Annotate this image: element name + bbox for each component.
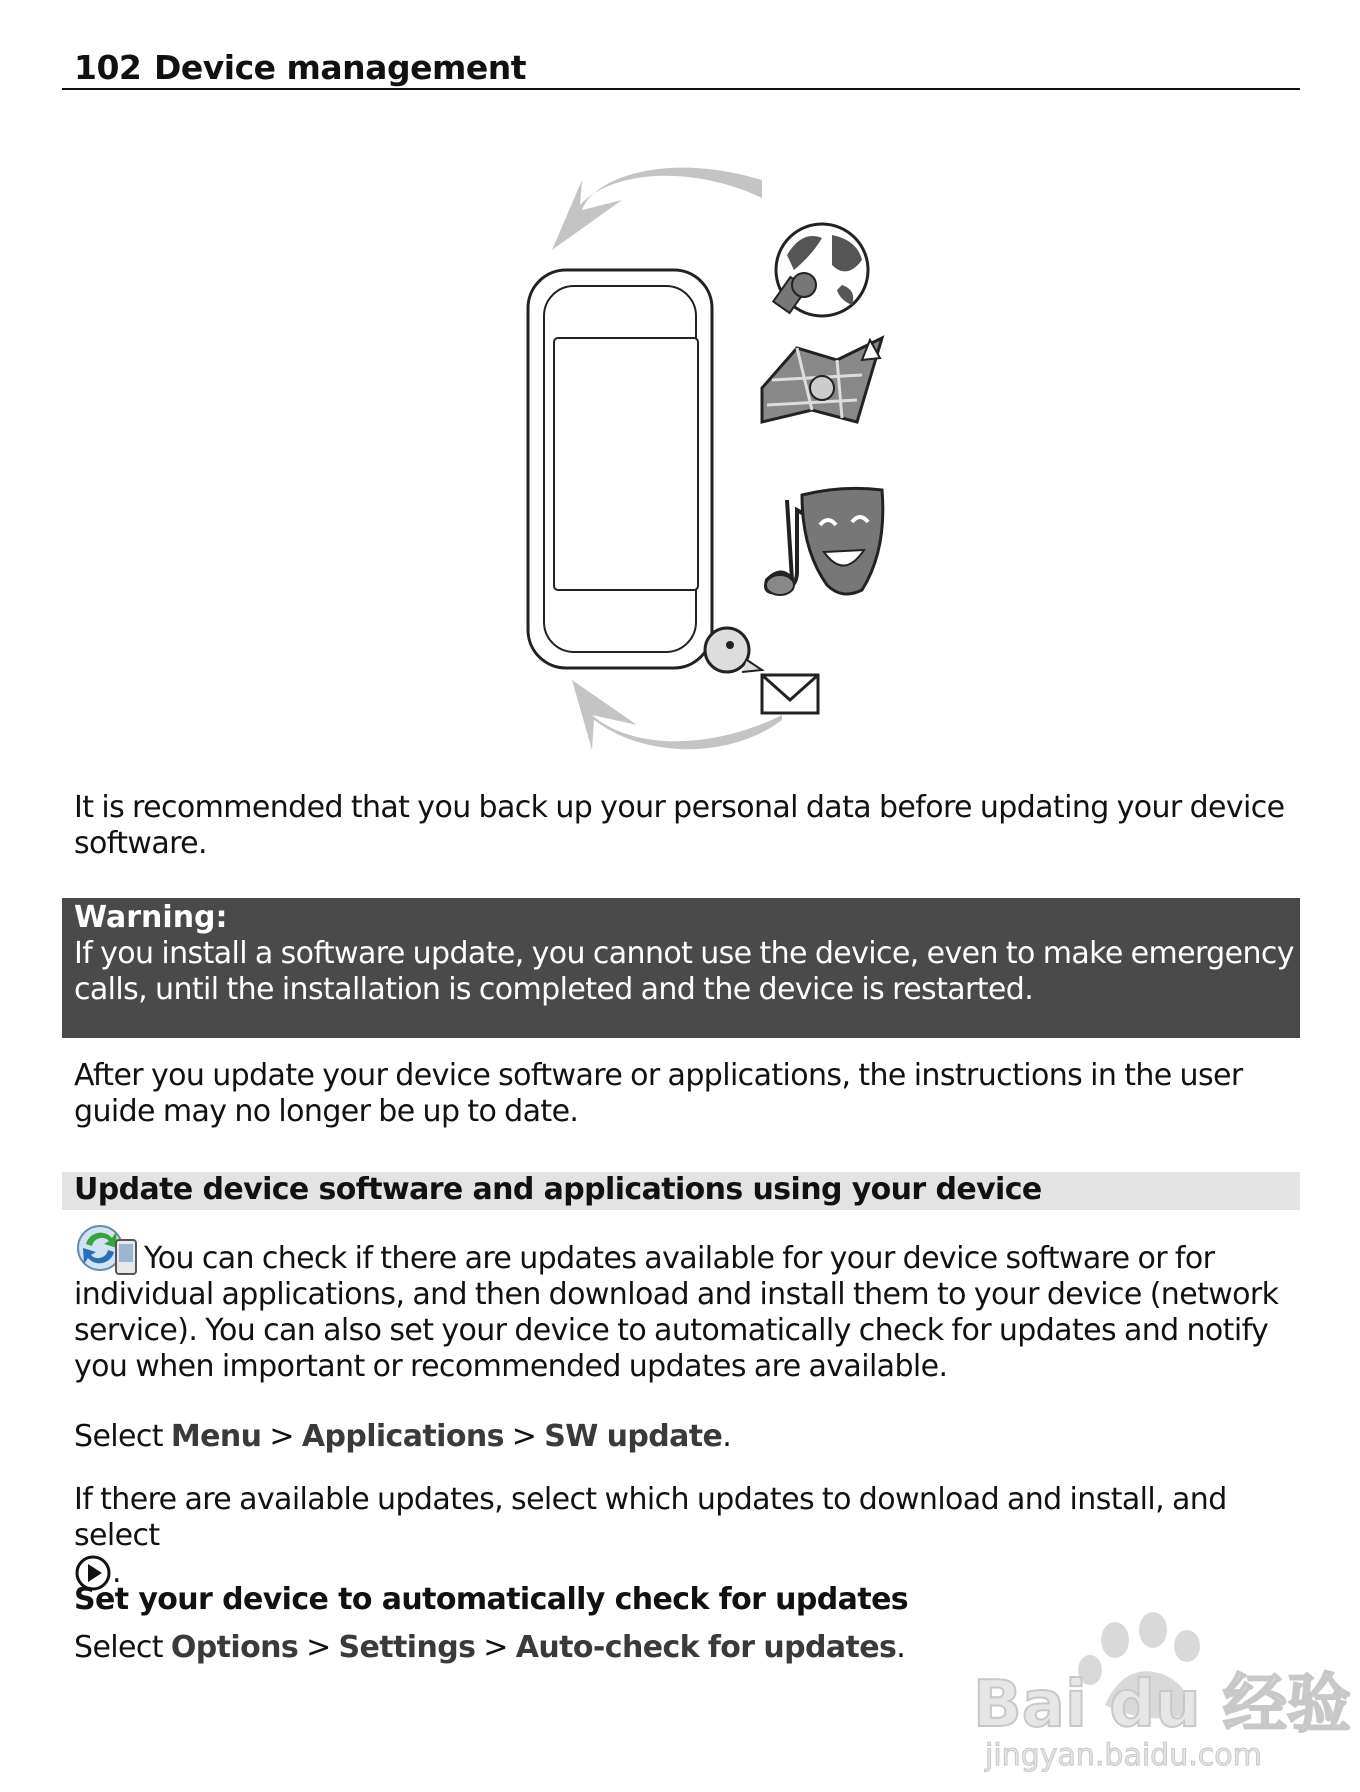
music-theatre-icon [766, 488, 883, 595]
sentence-end: . [722, 1419, 732, 1454]
options-item[interactable]: Options [170, 1630, 299, 1665]
backup-paragraph: It is recommended that you back up your personal data before updating your device software. [74, 790, 1285, 861]
envelope-icon [762, 675, 818, 713]
arrow-top-icon [552, 168, 762, 250]
phone-icon [528, 270, 712, 668]
section-title: Update device software and applications using your device [74, 1172, 1042, 1207]
path-separator: > [483, 1630, 516, 1665]
watermark-url: jingyan.baidu.com [985, 1738, 1262, 1773]
baidu-watermark [965, 1600, 1351, 1773]
watermark-brand: Bai du 经验 [973, 1668, 1351, 1742]
sw-update-item[interactable]: SW update [544, 1419, 723, 1454]
after-update-paragraph: After you update your device software or applications, the instructions in the user guide may no longer be up to date. [74, 1058, 1243, 1129]
page-header [62, 48, 1300, 90]
map-icon [762, 338, 882, 422]
warning-label: Warning: [74, 900, 228, 935]
update-icon [74, 1222, 140, 1276]
select-word: Select [74, 1419, 163, 1454]
path-separator: > [511, 1419, 545, 1454]
globe-icon [773, 224, 868, 316]
section-heading [62, 1172, 1300, 1210]
select-path-line [74, 1419, 1292, 1455]
sentence-end: . [112, 1555, 121, 1590]
available-updates-paragraph [74, 1482, 1292, 1592]
settings-item[interactable]: Settings [338, 1630, 476, 1665]
available-updates-text: If there are available updates, select which updates to download and install, and select [74, 1482, 1227, 1553]
arrow-bottom-icon [572, 680, 782, 750]
select-word: Select [74, 1630, 163, 1665]
auto-check-item[interactable]: Auto-check for updates [515, 1630, 897, 1665]
section-intro [74, 1222, 1292, 1385]
path-separator: > [306, 1630, 339, 1665]
chapter-title: Device management [154, 48, 526, 87]
update-illustration [462, 160, 982, 780]
path-separator: > [269, 1419, 302, 1454]
applications-item[interactable]: Applications [301, 1419, 504, 1454]
auto-check-heading: Set your device to automatically check for updates [74, 1582, 909, 1617]
page-number: 102 [74, 48, 142, 87]
warning-text: If you install a software update, you cannot use the device, even to make emergency calls, until the installation is completed and the device is restarted. [74, 936, 1294, 1007]
chat-icon [705, 628, 762, 672]
section-intro-text: You can check if there are updates available for your device software or for individual applications, and then download and install them to your device (network service). You can also set your device to automatically check for updates and notify you when important or recommended updates are available. [74, 1241, 1279, 1384]
sentence-end: . [896, 1630, 906, 1665]
menu-item[interactable]: Menu [170, 1419, 262, 1454]
warning-box [62, 898, 1300, 1038]
